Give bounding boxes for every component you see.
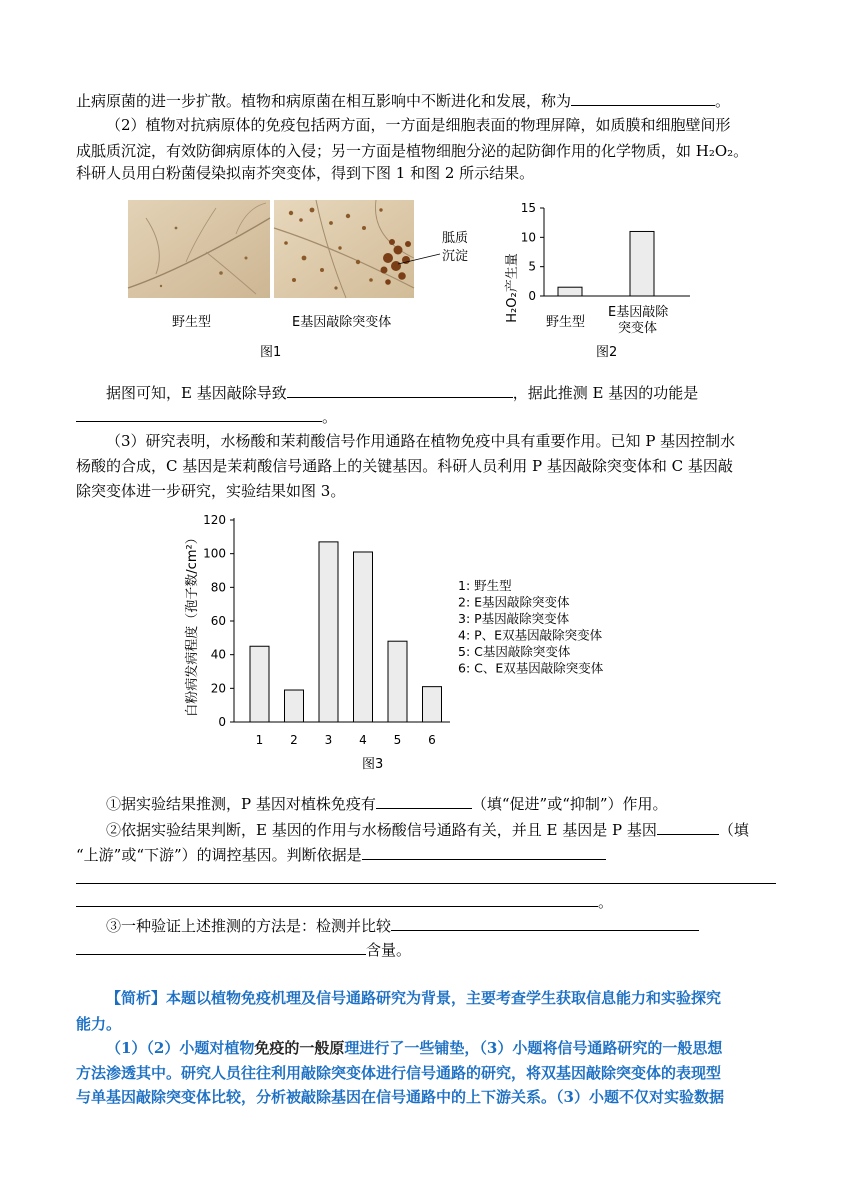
question-3-line-1: （3）研究表明，水杨酸和茉莉酸信号作用通路在植物免疫中具有重要作用。已知 P 基因控制水 <box>106 432 736 450</box>
x-tick-label: 6 <box>428 733 436 747</box>
y-tick-label: 100 <box>203 546 226 561</box>
legend-entry: 2: E基因敲除突变体 <box>458 594 570 610</box>
question-3-3 <box>106 914 699 936</box>
text: （填“促进”或“抑制”）作用。 <box>471 795 668 813</box>
figure-3 <box>176 506 656 780</box>
text: 。 <box>322 408 338 426</box>
legend-entry: 5: C基因敲除突变体 <box>458 644 571 659</box>
answer-blank[interactable] <box>571 89 715 106</box>
bar <box>388 641 407 722</box>
text: （填 <box>718 821 749 839</box>
text: 。 <box>598 893 614 911</box>
question-3-line-3: 除突变体进一步研究，实验结果如图 3。 <box>76 482 346 500</box>
y-tick-label: 20 <box>210 681 226 696</box>
figure-1-caption: 图1 <box>260 345 282 360</box>
question-3-2 <box>106 818 749 840</box>
analysis-line-5: 与单基因敲除突变体比较，分析被敲除基因在信号通路中的上下游关系。（3）小题不仅对实验数据 <box>76 1088 724 1106</box>
y-tick-label: 5 <box>528 259 536 274</box>
y-axis-label: 白粉病发病程度（孢子数/cm²） <box>185 531 200 717</box>
mutant-leaf-photo <box>274 200 414 298</box>
analysis-line-3 <box>106 1038 722 1058</box>
question-2-line-1: （2）植物对抗病原体的免疫包括两方面，一方面是细胞表面的物理屏障，如质膜和细胞壁间形 <box>106 116 731 134</box>
x-tick-label: 4 <box>359 733 367 747</box>
text: 含量。 <box>366 941 412 959</box>
text: ③一种验证上述推测的方法是：检测并比较 <box>106 917 392 935</box>
label-wild-type: 野生型 <box>172 315 212 330</box>
y-axis-label: H₂O₂产生量 <box>505 253 520 323</box>
label-mutant: E基因敲除突变体 <box>292 315 392 330</box>
bar <box>630 231 654 296</box>
question-2-line-3: 科研人员用白粉菌侵染拟南芥突变体，得到下图 1 和图 2 所示结果。 <box>76 164 535 182</box>
text: 免疫的一般原 <box>254 1039 345 1057</box>
x-label-wild: 野生型 <box>546 315 586 330</box>
annotation-line-1: 胝质 <box>442 231 469 246</box>
text: （1）（2）小题对植物 <box>106 1039 255 1057</box>
legend-entry: 4: P、E双基因敲除突变体 <box>458 627 603 643</box>
figure-2-chart <box>500 198 700 363</box>
answer-blank[interactable] <box>76 405 322 422</box>
text: “上游”或“下游”）的调控基因。判断依据是 <box>76 846 362 864</box>
answer-blank[interactable] <box>76 890 598 907</box>
bar <box>285 690 304 722</box>
question-2-prompt <box>106 381 698 403</box>
y-tick-label: 0 <box>528 289 536 303</box>
bar <box>319 542 338 722</box>
text: 止病原菌的进一步扩散。植物和病原菌在相互影响中不断进化和发展，称为 <box>76 92 572 110</box>
bar <box>558 287 582 296</box>
x-label-mutant-line-2: 突变体 <box>618 321 658 336</box>
paragraph-line <box>76 890 613 912</box>
text: ，据此推测 E 基因的功能是 <box>512 384 699 402</box>
x-tick-label: 3 <box>324 733 333 747</box>
answer-blank[interactable] <box>376 792 472 809</box>
question-3-line-2: 杨酸的合成，C 基因是茉莉酸信号通路上的关键基因。科研人员利用 P 基因敲除突变体和 C 基因敲 <box>76 457 733 475</box>
x-tick-label: 5 <box>393 733 402 747</box>
paragraph-line <box>76 867 776 889</box>
answer-blank[interactable] <box>287 381 513 398</box>
text: ②依据实验结果判断，E 基因的作用与水杨酸信号通路有关，并且 E 基因是 P 基因 <box>106 821 657 839</box>
answer-blank[interactable] <box>362 843 606 860</box>
answer-blank[interactable] <box>76 867 776 884</box>
x-label-mutant-line-1: E基因敲除 <box>608 305 669 320</box>
answer-blank[interactable] <box>391 914 699 931</box>
y-tick-label: 15 <box>520 201 536 215</box>
y-tick-label: 10 <box>520 230 536 245</box>
legend-entry: 3: P基因敲除突变体 <box>458 611 570 626</box>
y-tick-label: 40 <box>210 647 226 662</box>
analysis-line-2: 能力。 <box>76 1015 122 1033</box>
bar <box>250 646 269 722</box>
text: 。 <box>715 92 731 110</box>
y-tick-label: 0 <box>218 715 226 729</box>
analysis-line-1: 【简析】本题以植物免疫机理及信号通路研究为背景，主要考查学生获取信息能力和实验探究 <box>106 989 722 1007</box>
bar <box>423 687 442 722</box>
answer-blank[interactable] <box>657 818 719 835</box>
text: ①据实验结果推测，P 基因对植株免疫有 <box>106 795 376 813</box>
question-2-line-2: 成胝质沉淀，有效防御病原体的入侵；另一方面是植物细胞分泌的起防御作用的化学物质，如 H₂O₂。 <box>76 142 749 160</box>
figure-1 <box>126 198 506 367</box>
bar <box>354 552 373 722</box>
y-tick-label: 60 <box>210 614 226 628</box>
paragraph-line <box>76 405 337 427</box>
x-tick-label: 1 <box>255 733 264 747</box>
analysis-line-4: 方法渗透其中。研究人员往往利用敲除突变体进行信号通路的研究，将双基因敲除突变体的表现型 <box>76 1064 722 1082</box>
figure-3-chart <box>176 506 656 776</box>
x-tick-label: 2 <box>290 733 298 747</box>
figure-2 <box>500 198 700 367</box>
wild-type-leaf-photo <box>128 200 270 298</box>
question-3-1 <box>106 792 668 814</box>
paragraph-line <box>76 938 411 960</box>
figure-2-caption: 图2 <box>596 345 618 360</box>
figure-1-photos <box>126 198 506 363</box>
figure-3-caption: 图3 <box>362 757 384 772</box>
legend-entry: 6: C、E双基因敲除突变体 <box>458 660 604 676</box>
y-tick-label: 80 <box>210 580 226 595</box>
text: 据图可知，E 基因敲除导致 <box>106 384 287 402</box>
legend-entry: 1: 野生型 <box>458 578 512 593</box>
paragraph-line <box>76 89 730 111</box>
question-3-2-cont <box>76 843 606 865</box>
text: 理进行了一些铺垫，（3）小题将信号通路研究的一般思想 <box>344 1039 723 1057</box>
y-tick-label: 120 <box>203 513 226 527</box>
annotation-line-2: 沉淀 <box>442 249 469 264</box>
answer-blank[interactable] <box>76 938 366 955</box>
